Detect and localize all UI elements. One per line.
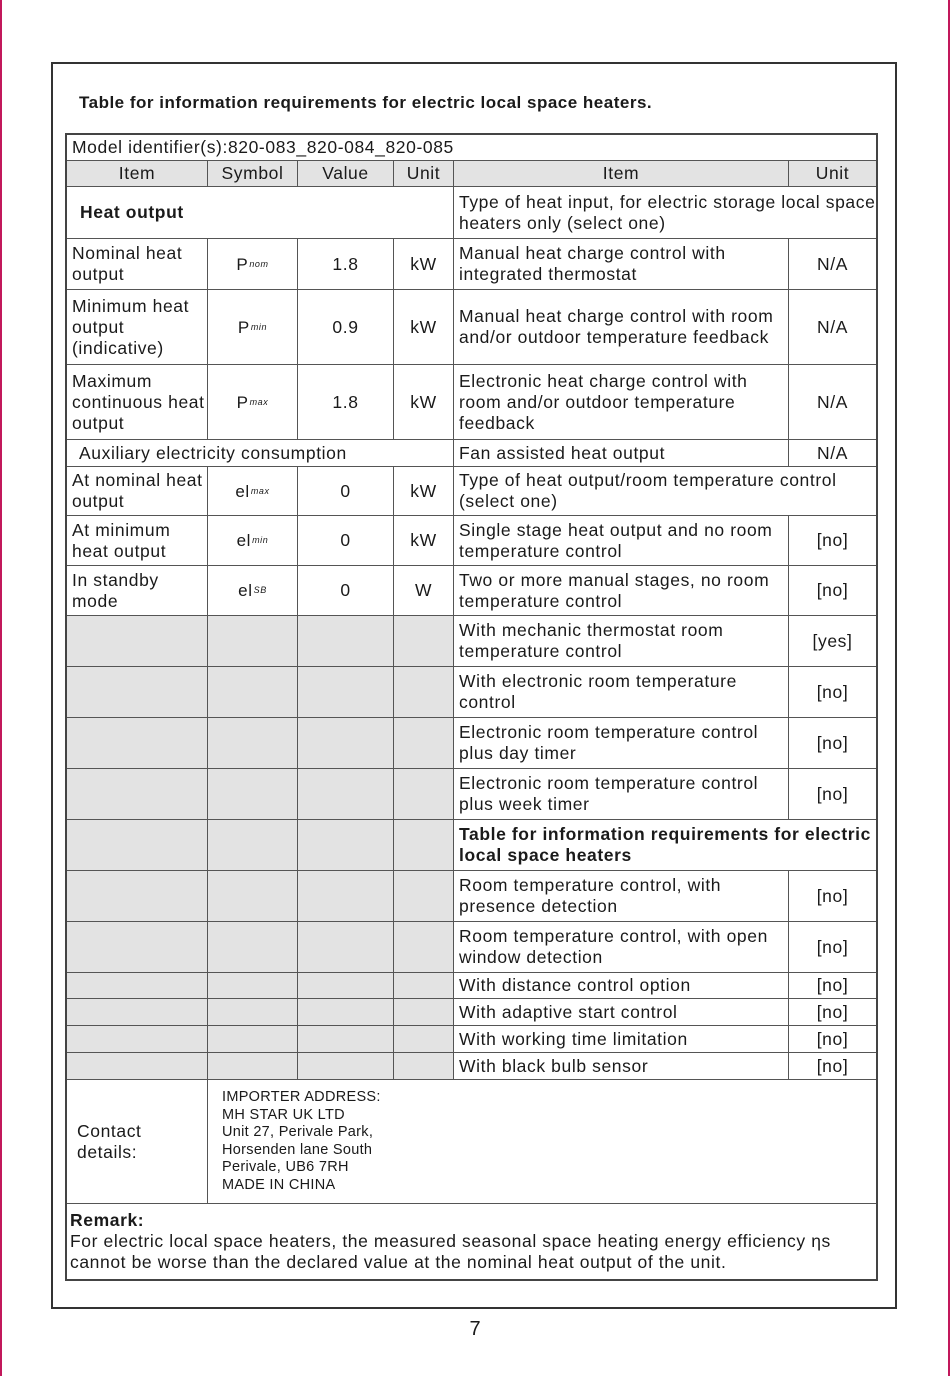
gray-cell [67,1026,208,1053]
gray-cell [208,718,298,769]
gray-cell [394,1053,454,1080]
gray-cell [208,1053,298,1080]
unit-adaptive-start: [no] [789,999,876,1026]
gray-cell [67,616,208,667]
gray-cell [67,1053,208,1080]
item-mechanic-thermostat: With mechanic thermostat room temperature control [454,616,789,667]
remark-text: For electric local space heaters, the measured seasonal space heating energy efficiency ηs cannot be worse than the declared value at the nominal heat output of the unit. [70,1231,831,1272]
gray-cell [394,616,454,667]
value-p-max: 1.8 [298,365,394,440]
gray-cell [394,871,454,922]
contact-line: IMPORTER ADDRESS: [222,1089,381,1105]
symbol-el-sb: el SB [208,566,298,616]
heat-output-type: Type of heat output/room temperature control (select one) [454,467,876,516]
header-value: Value [298,161,394,187]
contact-line: MADE IN CHINA [222,1176,336,1193]
gray-cell [394,718,454,769]
value-p-nom: 1.8 [298,239,394,290]
contact-label: Contact details: [67,1080,208,1204]
gray-cell [67,973,208,999]
item-working-time: With working time limitation [454,1026,789,1053]
gray-cell [67,999,208,1026]
gray-cell [394,973,454,999]
contact-line: Horsenden lane South [222,1141,373,1158]
item-nominal-heat-output: Nominal heat output [67,239,208,290]
unit-distance-control: [no] [789,973,876,999]
gray-cell [208,871,298,922]
unit-mechanic-thermostat: [yes] [789,616,876,667]
unit-electronic-room-control: [no] [789,667,876,718]
gray-cell [208,769,298,820]
gray-cell [298,667,394,718]
item-maximum-heat-output: Maximum continuous heat output [67,365,208,440]
gray-cell [208,999,298,1026]
gray-cell [208,973,298,999]
contact-line: MH STAR UK LTD [222,1106,345,1123]
page-title: Table for information requirements for electric local space heaters. [79,93,653,112]
item-minimum-heat-output: Minimum heat output (indicative) [67,290,208,365]
gray-cell [394,1026,454,1053]
unit-black-bulb: [no] [789,1053,876,1080]
page-edge-left [0,0,2,1376]
item-day-timer: Electronic room temperature control plus day timer [454,718,789,769]
auxiliary-label: Auxiliary electricity consumption [67,440,454,467]
symbol-el-max: el max [208,467,298,516]
gray-cell [67,667,208,718]
item-open-window-detection: Room temperature control, with open window detection [454,922,789,973]
unit-el-min: kW [394,516,454,566]
sub-table-title: Table for information requirements for electric local space heaters [454,820,876,871]
item-two-manual-stages: Two or more manual stages, no room temperature control [454,566,789,616]
unit-manual-charge-thermostat: N/A [789,239,876,290]
remark-title: Remark: [70,1210,145,1230]
unit-two-manual-stages: [no] [789,566,876,616]
item-week-timer: Electronic room temperature control plus week timer [454,769,789,820]
header-item: Item [67,161,208,187]
value-el-sb: 0 [298,566,394,616]
item-adaptive-start: With adaptive start control [454,999,789,1026]
gray-cell [394,999,454,1026]
item-electronic-room-control: With electronic room temperature control [454,667,789,718]
gray-cell [67,922,208,973]
contact-line: Perivale, UB6 7RH [222,1159,349,1175]
gray-cell [208,820,298,871]
item-aux-standby: In standby mode [67,566,208,616]
item-single-stage: Single stage heat output and no room temperature control [454,516,789,566]
gray-cell [67,871,208,922]
model-identifier: Model identifier(s):820-083_820-084_820-085 [67,135,876,161]
item-electronic-charge-feedback: Electronic heat charge control with room and/or outdoor temperature feedback [454,365,789,440]
gray-cell [298,922,394,973]
gray-cell [394,922,454,973]
symbol-el-min: el min [208,516,298,566]
unit-p-nom: kW [394,239,454,290]
unit-presence-detection: [no] [789,871,876,922]
gray-cell [67,820,208,871]
page-number: 7 [469,1318,481,1340]
gray-cell [298,769,394,820]
item-fan-assisted: Fan assisted heat output [454,440,789,467]
unit-single-stage: [no] [789,516,876,566]
info-table [65,133,878,1281]
gray-cell [298,973,394,999]
item-black-bulb: With black bulb sensor [454,1053,789,1080]
gray-cell [208,1026,298,1053]
contact-line: Unit 27, Perivale Park, [222,1124,374,1140]
unit-manual-charge-feedback: N/A [789,290,876,365]
symbol-p-max: P max [208,365,298,440]
contact-address [208,1080,876,1204]
unit-working-time: [no] [789,1026,876,1053]
unit-el-max: kW [394,467,454,516]
gray-cell [298,718,394,769]
unit-p-min: kW [394,290,454,365]
heat-input-type: Type of heat input, for electric storage local space heaters only (select one) [454,187,876,239]
item-manual-charge-thermostat: Manual heat charge control with integrated thermostat [454,239,789,290]
header-unit: Unit [394,161,454,187]
gray-cell [394,769,454,820]
gray-cell [394,667,454,718]
item-aux-nominal: At nominal heat output [67,467,208,516]
header-symbol: Symbol [208,161,298,187]
unit-day-timer: [no] [789,718,876,769]
unit-electronic-charge-feedback: N/A [789,365,876,440]
gray-cell [208,922,298,973]
gray-cell [298,1053,394,1080]
gray-cell [67,769,208,820]
gray-cell [208,616,298,667]
gray-cell [298,820,394,871]
heat-output-label: Heat output [67,187,454,239]
symbol-p-nom: P nom [208,239,298,290]
header-item-right: Item [454,161,789,187]
gray-cell [298,616,394,667]
gray-cell [298,1026,394,1053]
item-presence-detection: Room temperature control, with presence detection [454,871,789,922]
gray-cell [67,718,208,769]
gray-cell [394,820,454,871]
symbol-p-min: P min [208,290,298,365]
item-aux-minimum: At minimum heat output [67,516,208,566]
value-el-min: 0 [298,516,394,566]
gray-cell [298,999,394,1026]
unit-fan-assisted: N/A [789,440,876,467]
gray-cell [208,667,298,718]
remark [67,1204,876,1279]
header-unit-right: Unit [789,161,876,187]
item-distance-control: With distance control option [454,973,789,999]
value-el-max: 0 [298,467,394,516]
item-manual-charge-feedback: Manual heat charge control with room and/or outdoor temperature feedback [454,290,789,365]
unit-week-timer: [no] [789,769,876,820]
value-p-min: 0.9 [298,290,394,365]
unit-el-sb: W [394,566,454,616]
unit-p-max: kW [394,365,454,440]
gray-cell [298,871,394,922]
unit-open-window-detection: [no] [789,922,876,973]
